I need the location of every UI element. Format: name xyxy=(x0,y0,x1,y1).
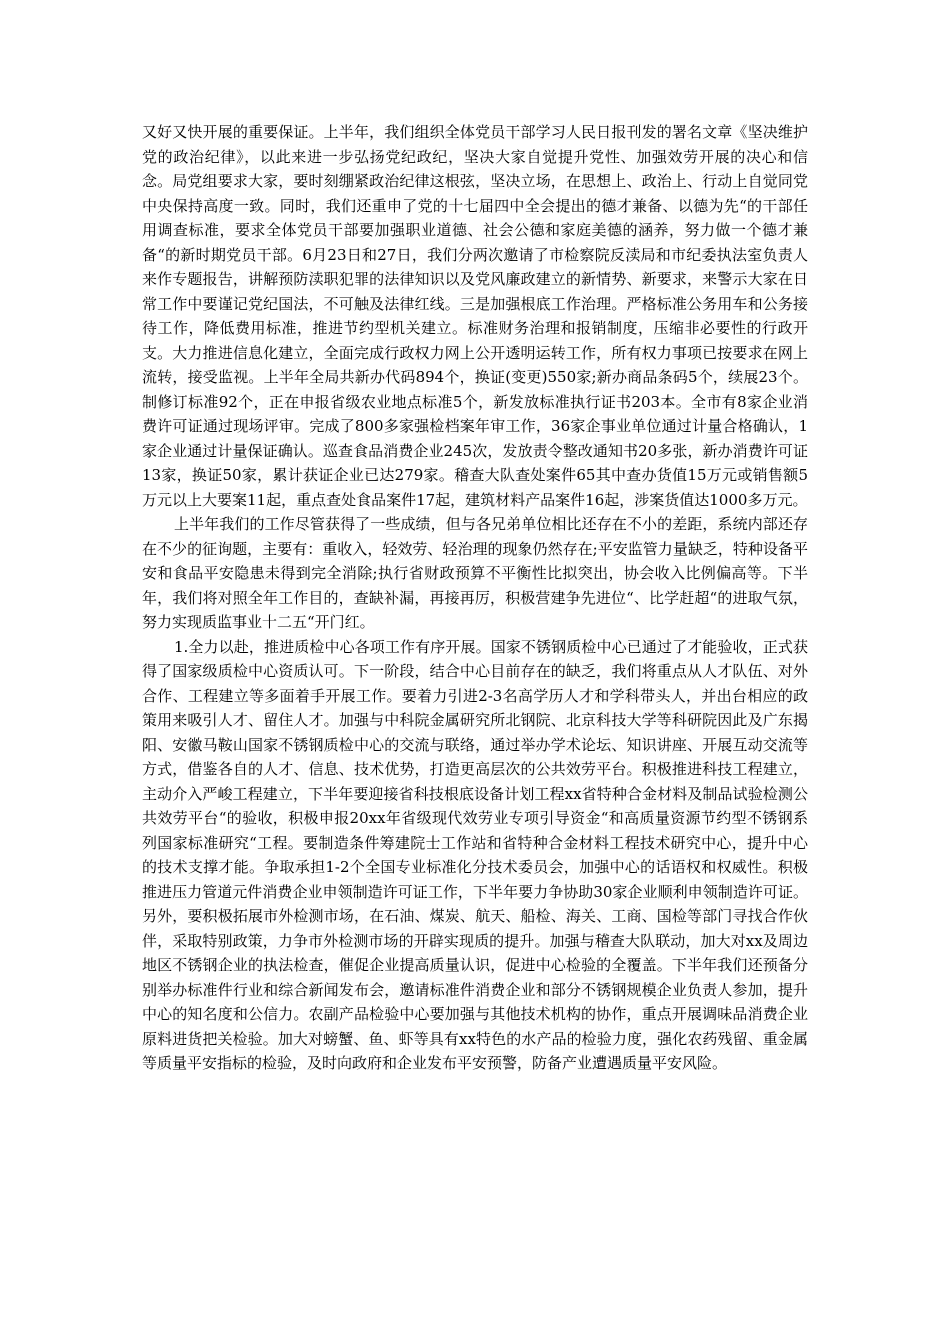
paragraph-2: 上半年我们的工作尽管获得了一些成绩，但与各兄弟单位相比还存在不小的差距，系统内部还存在不少的征询题，主要有：重收入，轻效劳、轻治理的现象仍然存在;平安监管力量缺乏，特种设备平安和食品平安隐患未得到完全消除;执行省财政预算不平衡性比拟突出，协会收入比例偏高等。下半年，我们将对照全年工作目的，查缺补漏，再接再厉，积极营建争先进位“、比学赶超“的进取气氛，努力实现质监事业十二五“开门红。 xyxy=(142,515,808,631)
paragraph-3: 1.全力以赴，推进质检中心各项工作有序开展。国家不锈钢质检中心已通过了才能验收，正式获得了国家级质检中心资质认可。下一阶段，结合中心目前存在的缺乏，我们将重点从人才队伍、对外合作、工程建立等多面着手开展工作。要着力引进2-3名高学历人才和学科带头人，并出台相应的政策用来吸引人才、留住人才。加强与中科院金属研究所北钢院、北京科技大学等科研院因此及广东揭阳、安徽马鞍山国家不锈钢质检中心的交流与联络，通过举办学术论坛、知识讲座、开展互动交流等方式，借鉴各自的人才、信息、技术优势，打造更高层次的公共效劳平台。积极推进科技工程建立，主动介入严峻工程建立，下半年要迎接省科技根底设备计划工程xx省特种合金材料及制品试验检测公共效劳平台“的验收，积极申报20xx年省级现代效劳业专项引导资金“和高质量资源节约型不锈钢系列国家标准研究“工程。要制造条件筹建院士工作站和省特种合金材料工程技术研究中心，提升中心的技术支撑才能。争取承担1-2个全国专业标准化分技术委员会，加强中心的话语权和权威性。积极推进压力管道元件消费企业申领制造许可证工作，下半年要力争协助30家企业顺利申领制造许可证。另外，要积极拓展市外检测市场，在石油、煤炭、航天、船检、海关、工商、国检等部门寻找合作伙伴，采取特别政策，力争市外检测市场的开辟实现质的提升。加强与稽查大队联动，加大对xx及周边地区不锈钢企业的执法检查，催促企业提高质量认识，促进中心检验的全覆盖。下半年我们还预备分别举办标准件行业和综合新闻发布会，邀请标准件消费企业和部分不锈钢规模企业负责人参加，提升中心的知名度和公信力。农副产品检验中心要加强与其他技术机构的协作，重点开展调味品消费企业原料进货把关检验。加大对螃蟹、鱼、虾等具有xx特色的水产品的检验力度，强化农药残留、重金属等质量平安指标的检验，及时向政府和企业发布平安预警，防备产业遭遇质量平安风险。 xyxy=(142,637,808,1072)
document-body xyxy=(142,120,808,1076)
paragraph-1: 又好又快开展的重要保证。上半年，我们组织全体党员干部学习人民日报刊发的署名文章《坚决维护党的政治纪律》，以此来进一步弘扬党纪政纪，坚决大家自觉提升党性、加强效劳开展的决心和信念。局党组要求大家，要时刻绷紧政治纪律这根弦，坚决立场，在思想上、政治上、行动上自觉同党中央保持高度一致。同时，我们还重申了党的十七届四中全会提出的德才兼备、以德为先“的干部任用调查标准，要求全体党员干部要加强职业道德、社会公德和家庭美德的涵养，努力做一个德才兼备“的新时期党员干部。6月23日和27日，我们分两次邀请了市检察院反渎局和市纪委执法室负责人来作专题报告，讲解预防渎职犯罪的法律知识以及党风廉政建立的新情势、新要求，来警示大家在日常工作中要谨记党纪国法，不可触及法律红线。三是加强根底工作治理。严格标准公务用车和公务接待工作，降低费用标准，推进节约型机关建立。标准财务治理和报销制度，压缩非必要性的行政开支。大力推进信息化建立，全面完成行政权力网上公开透明运转工作，所有权力事项已按要求在网上流转，接受监视。上半年全局共新办代码894个，换证(变更)550家;新办商品条码5个，续展23个。制修订标准92个，正在申报省级农业地点标准5个，新发放标准执行证书203本。全市有8家企业消费许可证通过现场评审。完成了800多家强检档案年审工作，36家企事业单位通过计量合格确认，1家企业通过计量保证确认。巡查食品消费企业245次，发放责令整改通知书20多张，新办消费许可证13家，换证50家，累计获证企业已达279家。稽查大队查处案件65其中查办货值15万元或销售额5万元以上大要案11起，重点查处食品案件17起，建筑材料产品案件16起，涉案货值达1000多万元。 xyxy=(142,123,808,509)
